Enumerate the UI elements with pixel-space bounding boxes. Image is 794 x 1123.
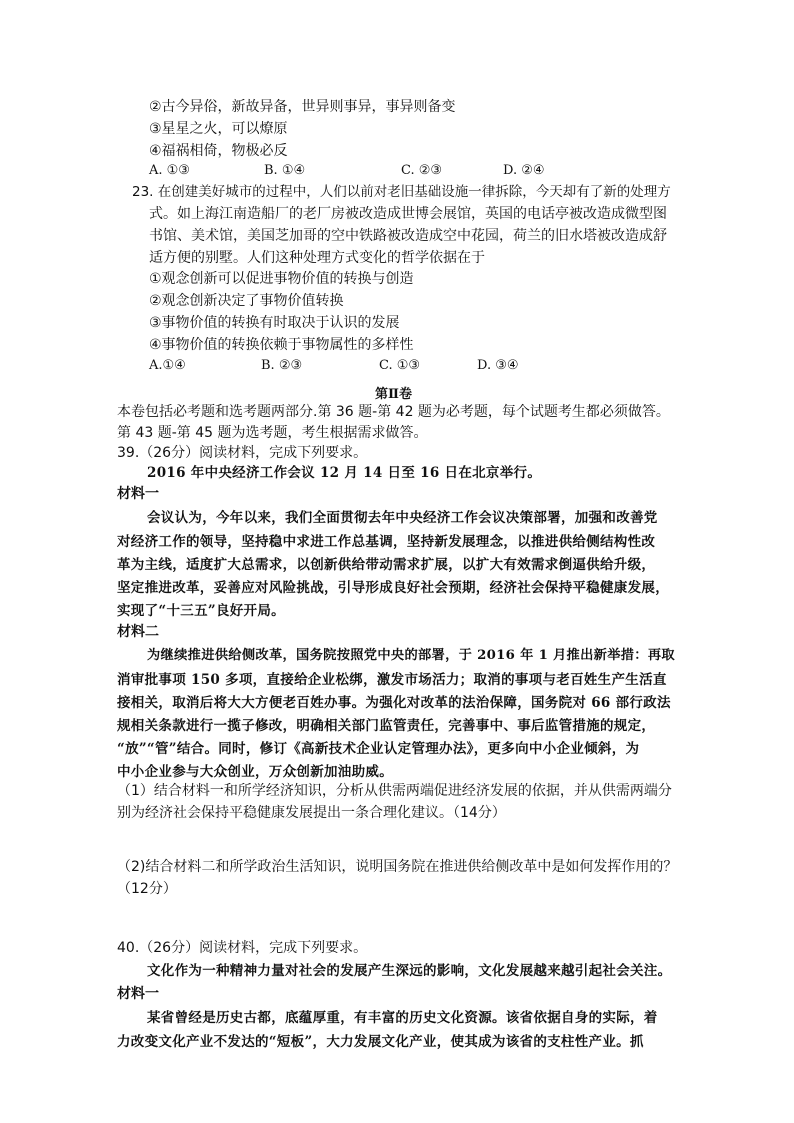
part-2-title: 第Ⅱ卷 [375, 387, 412, 402]
q22-option-a: A. ①③ [149, 163, 190, 178]
q22-option-c: C. ②③ [401, 163, 443, 178]
q23-item-4: ④事物价值的转换依赖于事物属性的多样性 [149, 337, 414, 353]
q23-option-b: B. ②③ [261, 358, 303, 373]
q22-option-b: B. ①④ [264, 163, 306, 178]
q39-subquestion-1-line-2: 别为经济社会保持平稳健康发展提出一条合理化建议。（14分） [117, 805, 506, 821]
q39-material-1-line-4: 坚定推进改革，妥善应对风险挑战，引导形成良好社会预期，经济社会保持平稳健康发展， [117, 580, 669, 596]
q23-option-a: A.①④ [149, 358, 186, 373]
q23-stem-line-4: 适方便的别墅。人们这种处理方式变化的哲学依据在于 [149, 250, 485, 266]
q39-subquestion-1-line-1: （1）结合材料一和所学经济知识，分析从供需两端促进经济发展的依据，并从供需两端分 [117, 783, 672, 799]
q39-material-2-line-2: 消审批事项 150 多项，直接给企业松绑，激发市场活力；取消的事项与老百姓生产生活直 [117, 672, 667, 688]
q39-subquestion-2-line-2: （12分） [117, 881, 177, 897]
q23-item-1: ①观念创新可以促进事物价值的转换与创造 [149, 271, 414, 287]
q39-material-1-line-3: 革为主线，适度扩大总需求，以创新供给带动需求扩展，以扩大有效需求倒逼供给升级， [117, 557, 656, 573]
q39-heading: 39.（26分）阅读材料，完成下列要求。 [117, 445, 368, 461]
q39-material-2-line-4: 规相关条款进行一揽子修改，明确相关部门监管责任，完善事中、事后监管措施的规定， [117, 718, 656, 734]
q40-lead: 文化作为一种精神力量对社会的发展产生深远的影响，文化发展越来越引起社会关注。 [147, 963, 672, 979]
q23-stem-line-3: 书馆、美术馆，美国芝加哥的空中铁路被改造成空中花园，荷兰的旧水塔被改造成舒 [149, 228, 667, 244]
q22-item-4: ④福祸相倚，物极必反 [149, 143, 288, 159]
q23-option-d: D. ③④ [477, 358, 519, 373]
q39-material-1-line-1: 会议认为，今年以来，我们全面贯彻去年中央经济工作会议决策部署，加强和改善党 [147, 510, 658, 526]
part-2-intro-line-1: 本卷包括必考题和选考题两部分.第 36 题-第 42 题为必考题，每个试题考生都必须做答。 [117, 404, 670, 420]
q40-material-1-line-1: 某省曾经是历史古都，底蕴厚重，有丰富的历史文化资源。该省依据自身的实际，着 [147, 1010, 658, 1026]
q39-material-2-line-3: 接相关，取消后将大大方便老百姓办事。为强化对改革的法治保障，国务院对 66 部行政法 [117, 695, 671, 711]
q22-item-3: ③星星之火，可以燎原 [149, 121, 288, 137]
q39-material-1-line-2: 对经济工作的领导，坚持稳中求进工作总基调，坚持新发展理念，以推进供给侧结构性改 [117, 534, 656, 550]
q23-item-2: ②观念创新决定了事物价值转换 [149, 293, 344, 309]
q40-material-1-title: 材料一 [117, 986, 159, 1002]
q39-lead: 2016 年中央经济工作会议 12 月 14 日至 16 日在北京举行。 [147, 465, 542, 481]
q39-material-2-title: 材料二 [117, 624, 159, 640]
q40-heading: 40.（26分）阅读材料，完成下列要求。 [117, 940, 368, 956]
q39-material-2-line-6: 中小企业参与大众创业，万众创新加油助威。 [117, 764, 393, 780]
q40-material-1-line-2: 力改变文化产业不发达的“短板”，大力发展文化产业，使其成为该省的支柱性产业。抓 [117, 1034, 644, 1050]
q39-material-1-line-5: 实现了“十三五”良好开局。 [117, 603, 285, 619]
q39-material-2-line-1: 为继续推进供给侧改革，国务院按照党中央的部署，于 2016 年 1 月推出新举措：再取 [147, 648, 675, 663]
q23-stem-line-1: 23. 在创建美好城市的过程中，人们以前对老旧基础设施一律拆除，今天却有了新的处理方 [132, 184, 671, 200]
part-2-intro-line-2: 第 43 题-第 45 题为选考题，考生根据需求做答。 [117, 425, 428, 441]
q39-material-1-title: 材料一 [117, 486, 159, 502]
q22-item-2: ②古今异俗，新故异备，世异则事异，事异则备变 [149, 99, 456, 115]
q39-subquestion-2-line-1: （2)结合材料二和所学政治生活知识，说明国务院在推进供给侧改革中是如何发挥作用的？ [117, 859, 678, 875]
q22-option-d: D. ②④ [503, 163, 545, 178]
q23-option-c: C. ①③ [379, 358, 421, 373]
q39-material-2-line-5: “放”“管”结合。同时，修订《高新技术企业认定管理办法》，更多向中小企业倾斜，为 [117, 741, 640, 757]
q23-stem-line-2: 式。如上海江南造船厂的老厂房被改造成世博会展馆，英国的电话亭被改造成微型图 [149, 206, 667, 222]
q23-item-3: ③事物价值的转换有时取决于认识的发展 [149, 315, 400, 331]
